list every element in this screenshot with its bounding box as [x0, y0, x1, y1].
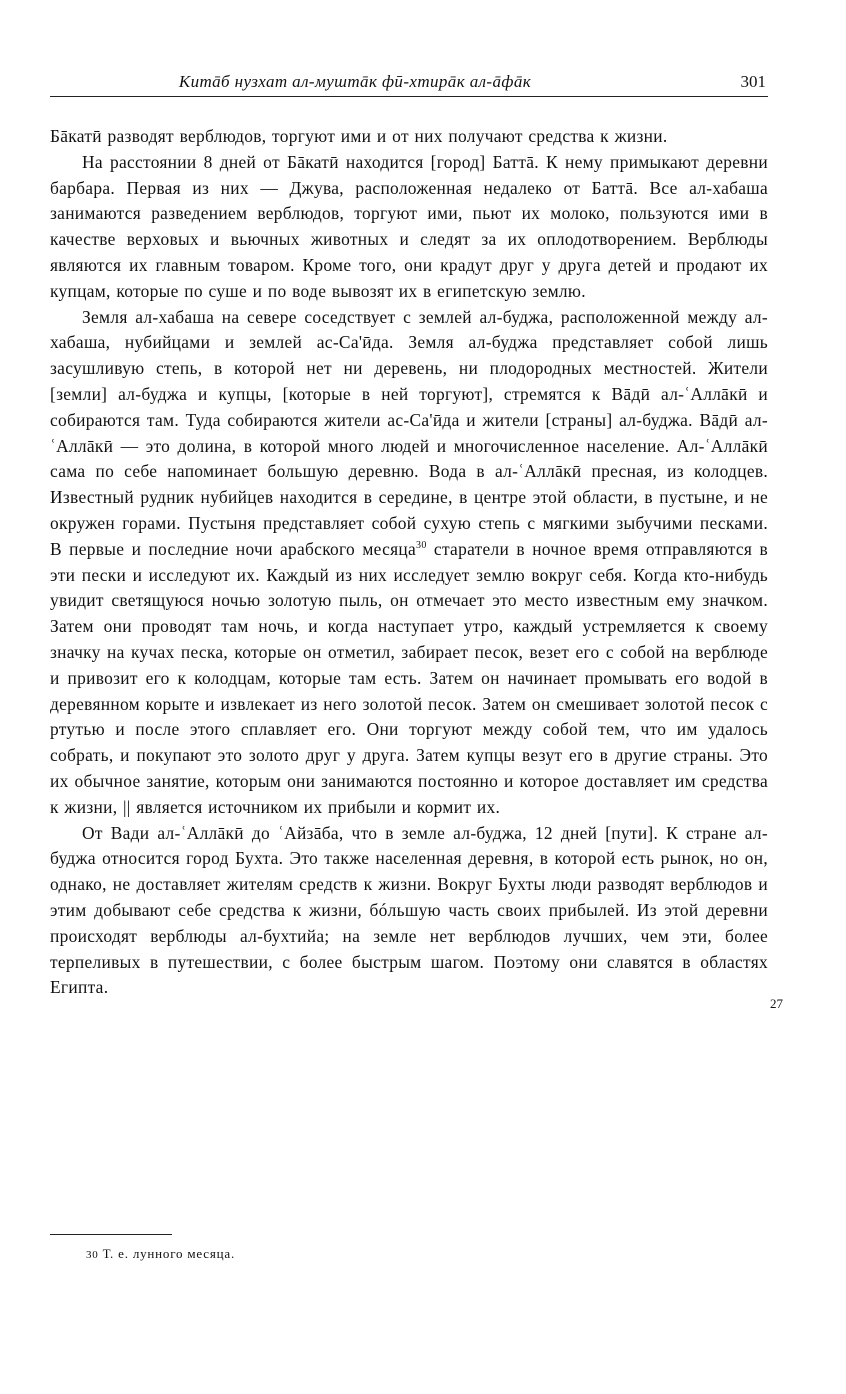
footnote-separator [50, 1234, 172, 1235]
running-head-title: Китāб нузхат ал-муштāк фӣ-хтирāк ал-āфāк [178, 72, 532, 91]
footnote-text: Т. е. лунного месяца. [102, 1246, 236, 1261]
paragraph-4: От Вади ал-ʿАллāкӣ до ʿАйзāба, что в земле ал-буджа, 12 дней [пути]. К стране ал-буджа относится город Бухта. Это также населенная деревня, в которой есть рынок, но он, однако, не доставляет жителям средств к жизни. Вокруг Бухты люди разводят верблюдов и этим добывают себе средства к жизни, бóльшую часть своих прибылей. Из этой деревни происходят верблюды ал-бухтийа; на земле нет верблюдов лучших, чем эти, более терпеливых в путешествии, с более быстрым шагом. Поэтому они славятся в областях Египта. [50, 822, 768, 998]
running-head [50, 70, 768, 97]
body-text [50, 124, 768, 1001]
page-number: 301 [740, 72, 766, 91]
footnote-reference[interactable]: 30 [416, 539, 427, 551]
paragraph-3 [50, 305, 768, 821]
footnote [86, 1246, 235, 1262]
margin-page-marker: 27 [770, 996, 783, 1011]
paragraph-3-part-1: Земля ал-хабаша на севере соседствует с землей ал-буджа, расположенной между ал-хабаша, нубийцами и землей ас-Са'ӣда. Земля ал-буджа представляет собой лишь засушливую степь, в которой нет ни деревень, ни плодородных местностей. Жители [земли] ал-буджа и купцы, [которые в ней торгуют], стремятся к Вāдӣ ал-ʿАллāкӣ и собираются там. Туда собираются жители ас-Са'ӣда и жители [страны] ал-буджа. Вāдӣ ал-ʿАллāкӣ — это долина, в которой много людей и многочисленное население. Ал-ʿАллāкӣ сама по себе напоминает большую деревню. Вода в ал-ʿАллāкӣ пресная, из колодцев. Известный рудник нубийцев находится в середине, в центре этой области, в пустыне, и не окружен горами. Пустыня представляет собой сухую степь с мягкими зыбучими песками. В первые и последние ночи арабского месяца [50, 306, 768, 559]
paragraph-3-part-2: старатели в ночное время отправляются в эти пески и исследуют их. Каждый из них исследует землю вокруг себя. Когда кто-нибудь увидит светящуюся ночью золотую пыль, он отмечает это место известным ему значком. Затем они проводят там ночь, и когда наступает утро, каждый устремляется к своему значку на кучах песка, которые он отметил, забирает песок, везет его с собой на верблюде и привозит его к колодцам, которые там есть. Затем он начинает промывать его водой в деревянном корыте и извлекает из него золотой песок. Затем он смешивает золотой песок с ртутью и после этого сплавляет его. Они торгуют между собой тем, что им удалось собрать, и покупают это золото друг у друга. Затем купцы везут его в другие страны. Это их обычное занятие, которым они занимаются постоянно и которое доставляет им средства к жизни, || является источником их прибыли и кормит их. [50, 538, 769, 817]
paragraph-1: Бāкатӣ разводят верблюдов, торгуют ими и от них получают средства к жизни. [50, 126, 668, 146]
footnote-number: 30 [86, 1249, 99, 1261]
paragraph-2: На расстоянии 8 дней от Бāкатӣ находится [город] Баттā. К нему примыкают деревни барбара. Первая из них — Джува, расположенная недалеко от Баттā. Все ал-хабаша занимаются разведением верблюдов, торгуют ими, пьют их молоко, пользуются ими в качестве верховых и вьючных животных и следят за их оплодотворением. Верблюды являются их главным товаром. Кроме того, они крадут друг у друга детей и продают их купцам, которые по суше и по воде вывозят их в египетскую землю. [50, 151, 768, 301]
